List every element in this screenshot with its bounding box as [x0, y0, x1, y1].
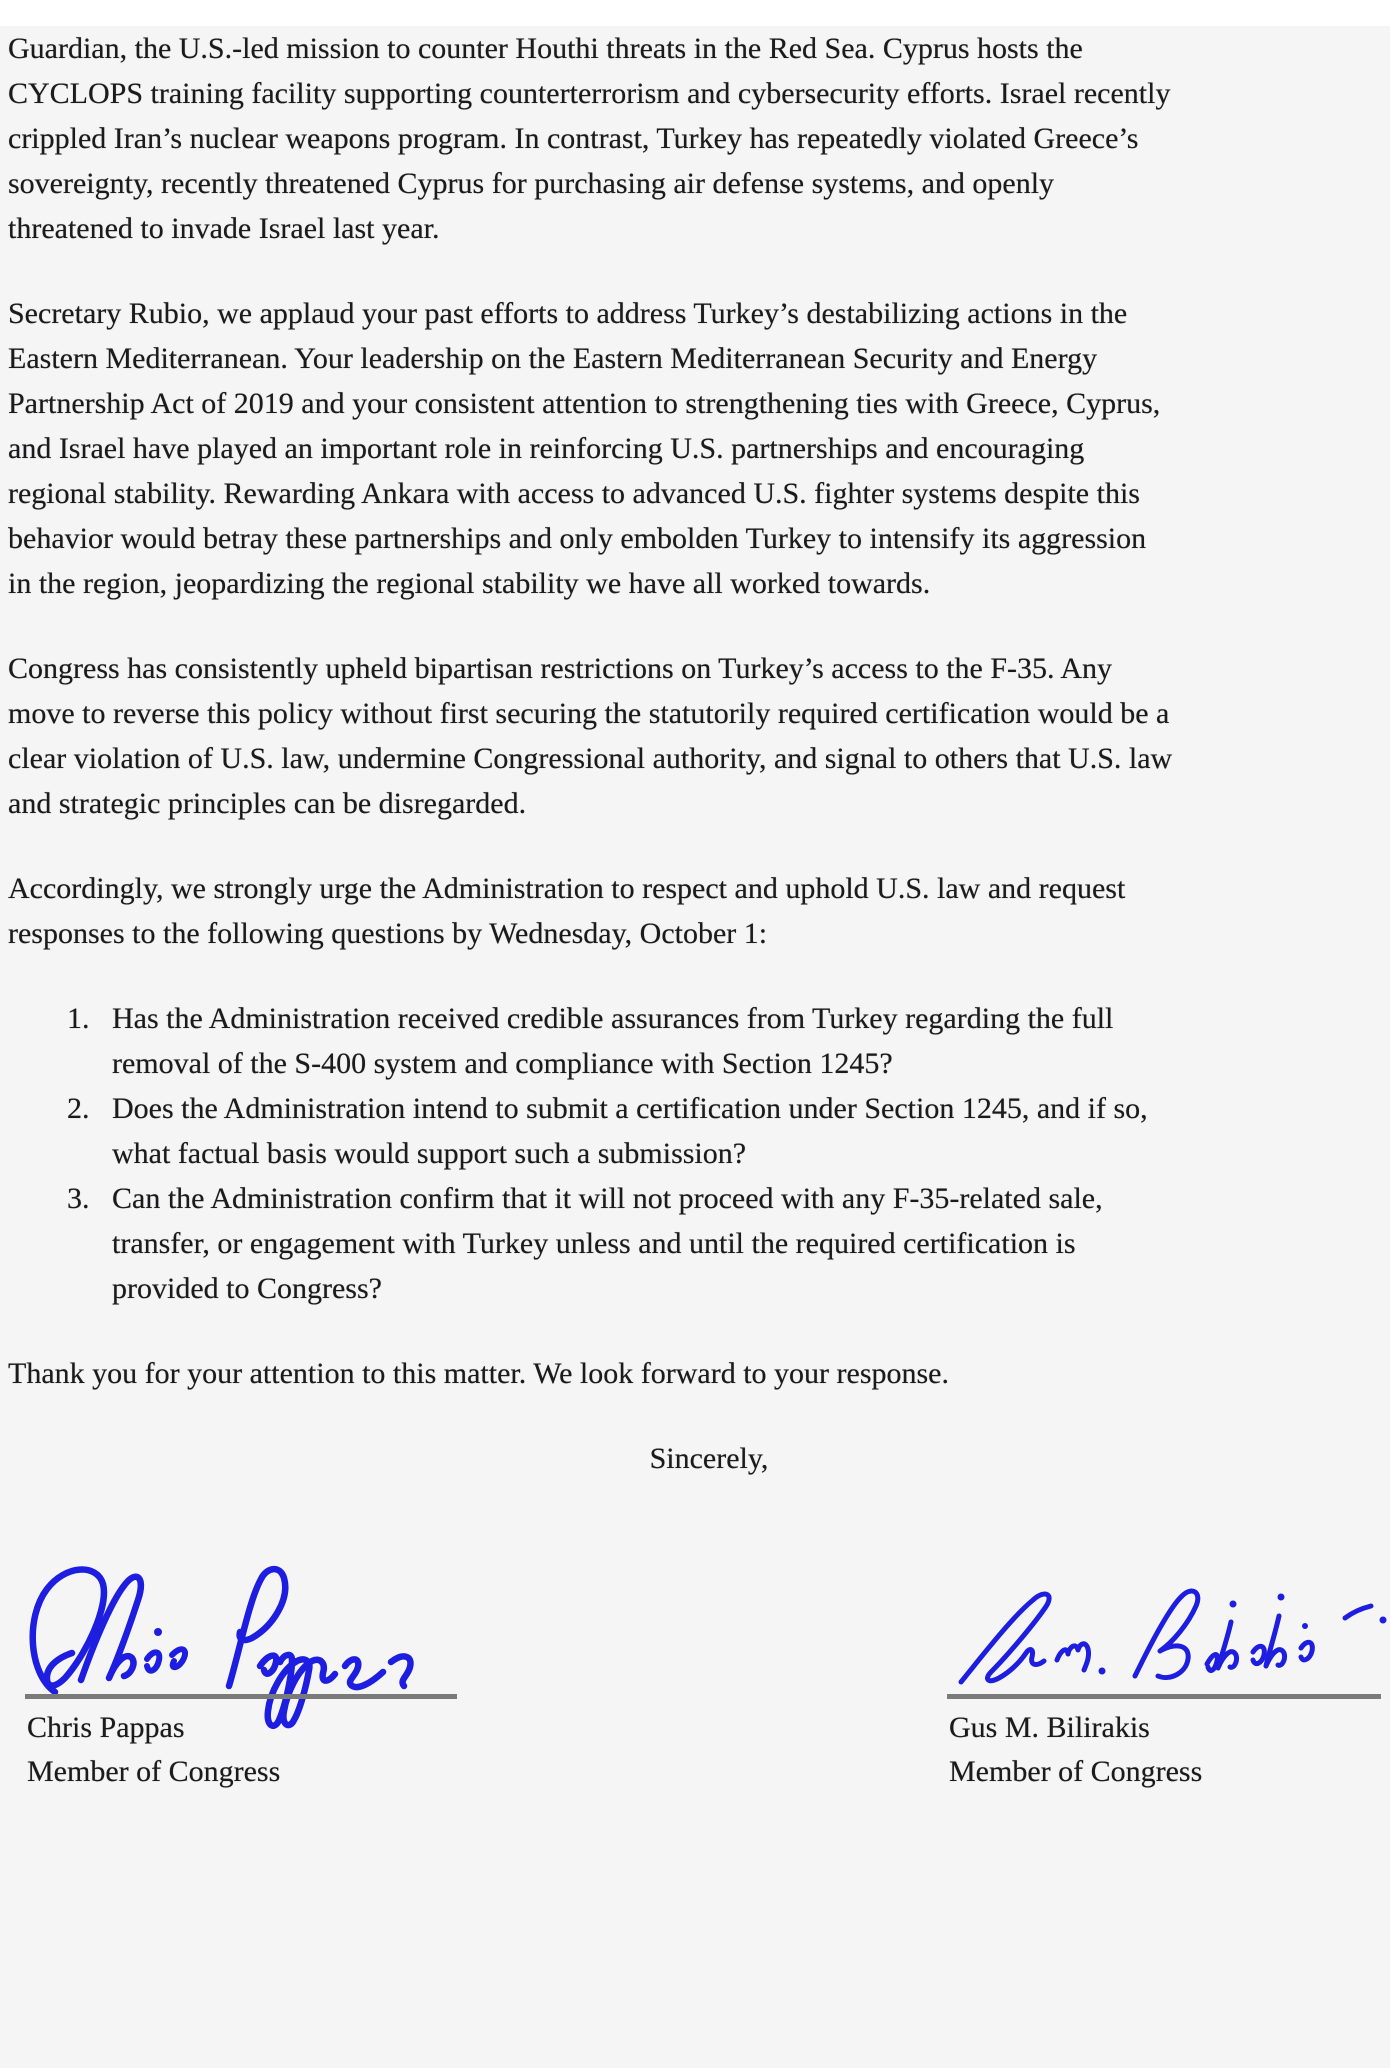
text-line: CYCLOPS training facility supporting counterterrorism and cybersecurity efforts. Israel recently	[8, 77, 1171, 110]
signature-line	[25, 1694, 457, 1699]
numbered-question-list	[8, 996, 1382, 1311]
text-line: Secretary Rubio, we applaud your past efforts to address Turkey’s destabilizing actions in the	[8, 297, 1128, 330]
text-line: crippled Iran’s nuclear weapons program. In contrast, Turkey has repeatedly violated Greece’s	[8, 122, 1139, 155]
text-line: threatened to invade Israel last year.	[8, 212, 440, 245]
text-line: Can the Administration confirm that it will not proceed with any F-35-related sale,	[112, 1182, 1103, 1215]
question-text	[112, 1086, 1382, 1176]
text-line: transfer, or engagement with Turkey unless and until the required certification is	[112, 1227, 1076, 1260]
text-line: Has the Administration received credible assurances from Turkey regarding the full	[112, 1002, 1114, 1035]
question-item-3	[8, 1176, 1382, 1311]
text-line: provided to Congress?	[112, 1272, 382, 1305]
text-line: responses to the following questions by Wednesday, October 1:	[8, 917, 768, 950]
text-line: Eastern Mediterranean. Your leadership on the Eastern Mediterranean Security and Energy	[8, 342, 1098, 375]
signature-block-pappas	[25, 1560, 485, 1830]
question-item-2	[8, 1086, 1382, 1176]
signoff-text: Sincerely,	[649, 1442, 769, 1475]
text-line: clear violation of U.S. law, undermine Congressional authority, and signal to others that U.S. law	[8, 742, 1173, 775]
body-paragraph-2	[8, 291, 1382, 606]
body-paragraph-3	[8, 646, 1382, 826]
text-line: Does the Administration intend to submit a certification under Section 1245, and if so,	[112, 1092, 1148, 1125]
text-line: move to reverse this policy without first securing the statutorily required certification would be a	[8, 697, 1170, 730]
text-line: behavior would betray these partnerships and only embolden Turkey to intensify its aggression	[8, 522, 1147, 555]
text-line: regional stability. Rewarding Ankara with access to advanced U.S. fighter systems despite this	[8, 477, 1140, 510]
signatory-name: Chris Pappas	[27, 1711, 185, 1744]
body-paragraph-4	[8, 866, 1382, 956]
text-line: and Israel have played an important role in reinforcing U.S. partnerships and encouraging	[8, 432, 1085, 465]
text-line: sovereignty, recently threatened Cyprus for purchasing air defense systems, and openly	[8, 167, 1055, 200]
text-line: in the region, jeopardizing the regional stability we have all worked towards.	[8, 567, 931, 600]
question-number: 3.	[67, 1182, 90, 1215]
text-line: Partnership Act of 2019 and your consistent attention to strengthening ties with Greece, Cyprus,	[8, 387, 1161, 420]
text-line: Thank you for your attention to this matter. We look forward to your response.	[8, 1357, 950, 1390]
body-paragraph-1	[8, 26, 1382, 251]
question-item-1	[8, 996, 1382, 1086]
signature-block-bilirakis	[947, 1560, 1390, 1830]
signatory-title: Member of Congress	[949, 1755, 1203, 1788]
gus-bilirakis-signature-icon	[947, 1584, 1390, 1702]
question-text	[112, 1176, 1382, 1311]
letter-paragraphs	[8, 26, 1382, 956]
closing-paragraph	[8, 1351, 1382, 1396]
text-line: Congress has consistently upheld bipartisan restrictions on Turkey’s access to the F-35. Any	[8, 652, 1113, 685]
question-number: 1.	[67, 1002, 90, 1035]
text-line: Accordingly, we strongly urge the Administration to respect and uphold U.S. law and request	[8, 872, 1126, 905]
question-number: 2.	[67, 1092, 90, 1125]
text-line: what factual basis would support such a submission?	[112, 1137, 747, 1170]
top-white-strip	[0, 0, 1390, 26]
signatory-name: Gus M. Bilirakis	[949, 1711, 1150, 1744]
signature-row	[8, 1560, 1382, 1840]
question-text	[112, 996, 1382, 1086]
text-line: removal of the S-400 system and compliance with Section 1245?	[112, 1047, 893, 1080]
text-line: Guardian, the U.S.-led mission to counter Houthi threats in the Red Sea. Cyprus hosts the	[8, 32, 1083, 65]
signatory-title: Member of Congress	[27, 1755, 281, 1788]
signature-line	[947, 1694, 1381, 1699]
text-line: and strategic principles can be disregarded.	[8, 787, 527, 820]
letter-body	[8, 26, 1382, 1840]
